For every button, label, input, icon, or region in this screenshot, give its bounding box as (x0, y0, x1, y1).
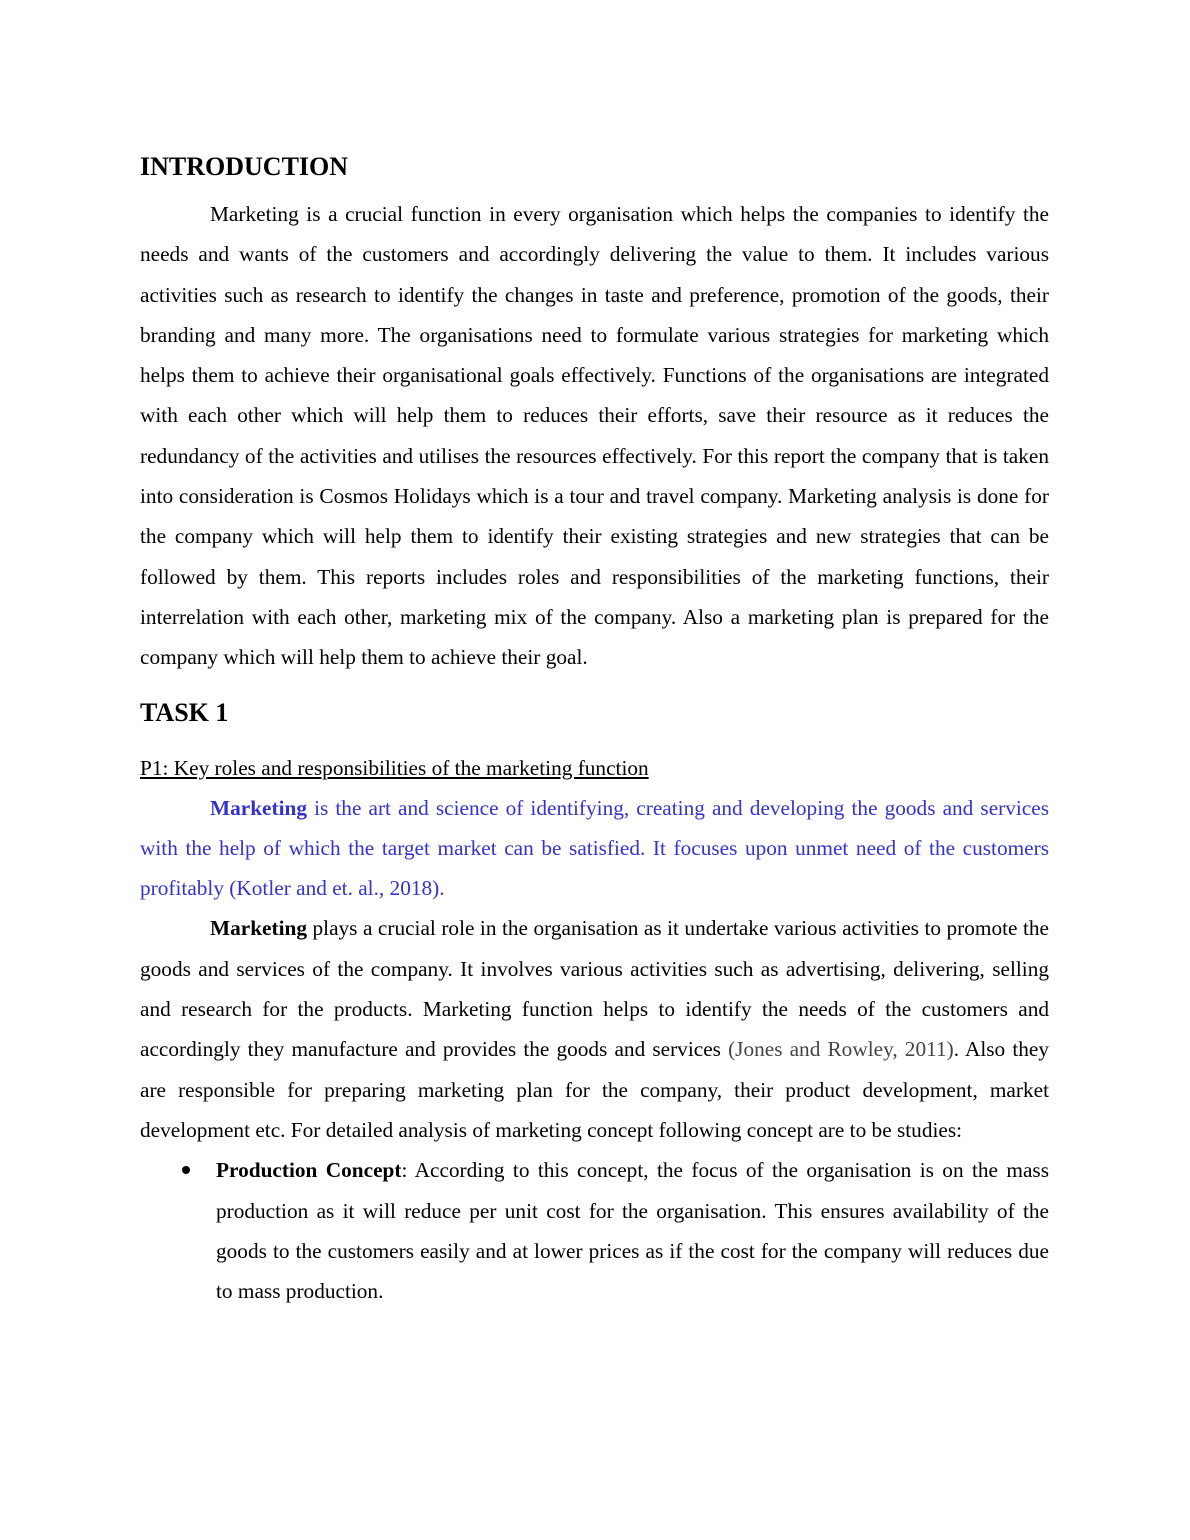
marketing-concepts-list (140, 1150, 1049, 1311)
document-page (140, 150, 1049, 1311)
role-text-after-citation: . Also they are responsible for preparing marketing plan for the company, their product development, market development etc. For detailed analysis of marketing concept following concept are to be studies: (140, 1037, 1049, 1142)
introduction-paragraph: Marketing is a crucial function in every organisation which helps the companies to identify the needs and wants of the customers and accordingly delivering the value to them. It includes various activities such as research to identify the changes in taste and preference, promotion of the goods, their branding and many more. The organisations need to formulate various strategies for marketing which helps them to achieve their organisational goals effectively. Functions of the organisations are integrated with each other which will help them to reduces their efforts, save their resource as it reduces the redundancy of the activities and utilises the resources effectively. For this report the company that is taken into consideration is Cosmos Holidays which is a tour and travel company. Marketing analysis is done for the company which will help them to identify their existing strategies and new strategies that can be followed by them. This reports includes roles and responsibilities of the marketing functions, their interrelation with each other, marketing mix of the company. Also a marketing plan is prepared for the company which will help them to achieve their goal. (140, 202, 1049, 670)
definition-term: Marketing (210, 795, 308, 820)
concept-text: : According to this concept, the focus of the organisation is on the mass production as it will reduce per unit cost for the organisation. This ensures availability of the goods to the customers easily and at lower prices as if the cost for the company will reduces due to mass production. (216, 1158, 1049, 1304)
p1-subheading: P1: Key roles and responsibilities of the marketing function (140, 755, 649, 780)
role-term: Marketing (210, 916, 308, 941)
introduction-heading: INTRODUCTION (140, 152, 349, 181)
concept-term: Production Concept (216, 1158, 402, 1183)
role-text-before-citation: plays a crucial role in the organisation as it undertake various activities to promote the goods and services of the company. It involves various activities such as advertising, delivering, selling and research for the products. Marketing function helps to identify the needs of the customers and accordingly they manufacture and provides the goods and services (140, 916, 1049, 1062)
role-citation: (Jones and Rowley, 2011) (728, 1037, 954, 1062)
task-1-heading: TASK 1 (140, 697, 229, 727)
bullet-icon (182, 1166, 190, 1174)
definition-text: is the art and science of identifying, creating and developing the goods and services with the help of which the target market can be satisfied. It focuses upon unmet need of the customers profitably (Kotler and et. al., 2018). (140, 795, 1049, 901)
marketing-role-paragraph (140, 908, 1049, 1150)
list-item (140, 1150, 1049, 1311)
marketing-definition-paragraph (140, 788, 1049, 909)
